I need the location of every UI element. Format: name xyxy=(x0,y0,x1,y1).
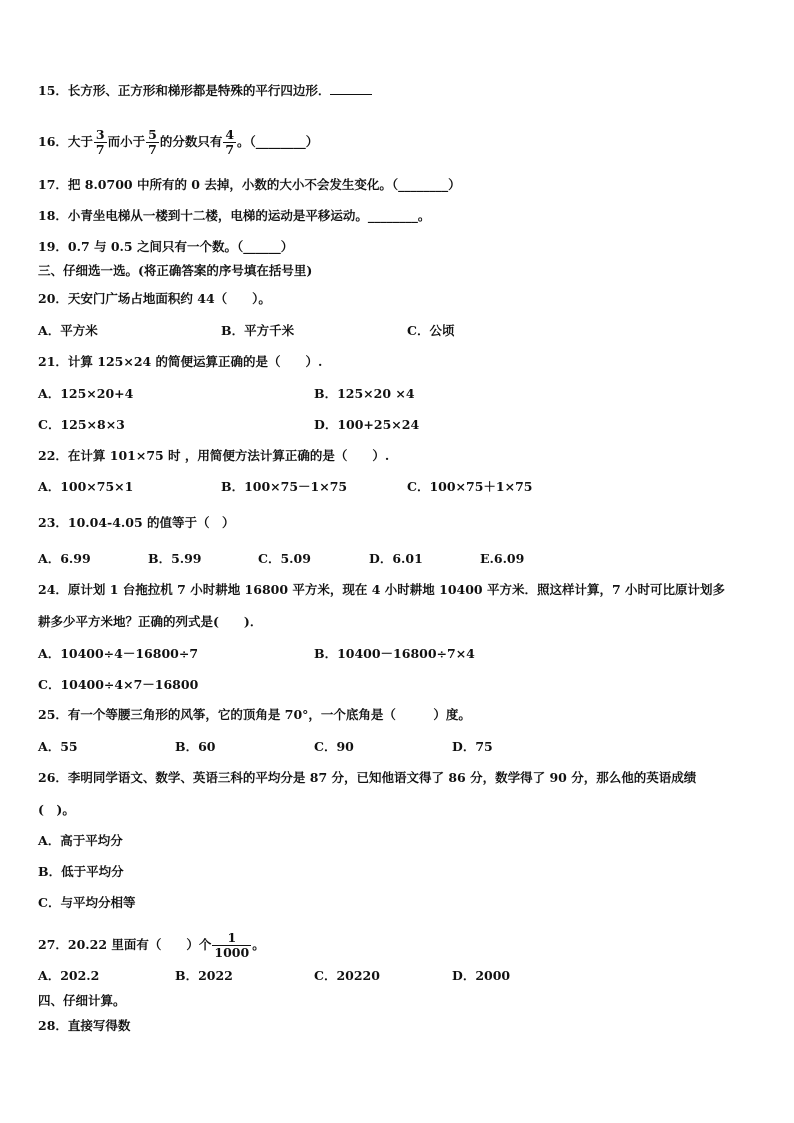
option-22-b[interactable]: B．100×75－1×75 xyxy=(221,479,348,494)
question-23: 23．10.04-4.05 的值等于（ ） xyxy=(38,515,235,530)
question-16 xyxy=(38,128,318,157)
question-16-pre: 16．大于 xyxy=(38,134,93,149)
question-15 xyxy=(38,83,372,99)
option-26-b[interactable]: B．低于平均分 xyxy=(38,864,124,879)
fraction-denominator: 1000 xyxy=(214,945,250,960)
fraction-numerator: 5 xyxy=(148,127,157,142)
option-27-a[interactable]: A．202.2 xyxy=(38,968,100,983)
fraction-5-7 xyxy=(146,128,159,157)
fraction-3-7 xyxy=(94,128,107,157)
option-26-a[interactable]: A．高于平均分 xyxy=(38,833,123,848)
option-22-c[interactable]: C．100×75＋1×75 xyxy=(407,479,533,494)
option-20-a[interactable]: A．平方米 xyxy=(38,323,98,338)
question-24-line1: 24．原计划 1 台拖拉机 7 小时耕地 16800 平方米，现在 4 小时耕地 10400 平方米．照这样计算，7 小时可比原计划多 xyxy=(38,582,726,597)
option-26-c[interactable]: C．与平均分相等 xyxy=(38,895,136,910)
option-21-b[interactable]: B．125×20 ×4 xyxy=(314,386,415,401)
option-20-c[interactable]: C．公顷 xyxy=(407,323,455,338)
fraction-denominator: 7 xyxy=(148,142,157,157)
fraction-numerator: 1 xyxy=(212,931,251,946)
option-27-b[interactable]: B．2022 xyxy=(175,968,233,983)
option-21-a[interactable]: A．125×20+4 xyxy=(38,386,134,401)
question-19: 19．0.7 与 0.5 之间只有一个数。（______） xyxy=(38,239,294,254)
question-21: 21．计算 125×24 的简便运算正确的是（ ）. xyxy=(38,354,323,369)
fraction-denominator: 7 xyxy=(95,142,105,157)
option-25-b[interactable]: B．60 xyxy=(175,739,216,754)
fraction-numerator: 3 xyxy=(95,127,105,142)
option-25-a[interactable]: A．55 xyxy=(38,739,78,754)
question-18: 18．小青坐电梯从一楼到十二楼，电梯的运动是平移运动。________。 xyxy=(38,208,431,223)
option-23-b[interactable]: B．5.99 xyxy=(148,551,202,566)
option-25-d[interactable]: D．75 xyxy=(452,739,493,754)
question-16-mid1: 而小于 xyxy=(107,134,146,149)
option-23-d[interactable]: D．6.01 xyxy=(369,551,423,566)
fraction-numerator: 4 xyxy=(225,127,235,142)
option-24-c[interactable]: C．10400÷4×7－16800 xyxy=(38,677,199,692)
option-25-c[interactable]: C．90 xyxy=(314,739,354,754)
question-16-mid2: 的分数只有 xyxy=(159,134,223,149)
question-27-pre: 27．20.22 里面有（ ）个 xyxy=(38,937,212,952)
question-28: 28．直接写得数 xyxy=(38,1018,131,1033)
option-27-d[interactable]: D．2000 xyxy=(452,968,511,983)
question-25: 25．有一个等腰三角形的风筝，它的顶角是 70°，一个底角是（ ）度。 xyxy=(38,707,471,722)
option-24-b[interactable]: B．10400－16800÷7×4 xyxy=(314,646,475,661)
option-23-e[interactable]: E.6.09 xyxy=(480,551,525,566)
section-3-heading: 三、仔细选一选。(将正确答案的序号填在括号里) xyxy=(38,263,313,278)
fraction-denominator: 7 xyxy=(225,142,235,157)
option-22-a[interactable]: A．100×75×1 xyxy=(38,479,134,494)
option-20-b[interactable]: B．平方千米 xyxy=(221,323,295,338)
question-27-post: 。 xyxy=(252,937,265,952)
question-22: 22．在计算 101×75 时 ，用简便方法计算正确的是（ ）. xyxy=(38,448,390,463)
answer-blank-15[interactable] xyxy=(330,94,372,95)
option-21-d[interactable]: D．100+25×24 xyxy=(314,417,420,432)
question-20: 20．天安门广场占地面积约 44（ ）。 xyxy=(38,291,271,306)
question-17: 17．把 8.0700 中所有的 0 去掉，小数的大小不会发生变化。（________） xyxy=(38,177,461,192)
question-27 xyxy=(38,931,265,960)
option-23-a[interactable]: A．6.99 xyxy=(38,551,91,566)
question-15-text: 15．长方形、正方形和梯形都是特殊的平行四边形． xyxy=(38,83,331,98)
option-24-a[interactable]: A．10400÷4－16800÷7 xyxy=(38,646,199,661)
option-27-c[interactable]: C．20220 xyxy=(314,968,380,983)
question-26-line1: 26．李明同学语文、数学、英语三科的平均分是 87 分，已知他语文得了 86 分，数学得了 90 分，那么他的英语成绩 xyxy=(38,770,697,785)
question-24-line2: 耕多少平方米地？正确的列式是( )． xyxy=(38,614,263,629)
question-26-line2: ( )。 xyxy=(38,802,75,817)
option-23-c[interactable]: C．5.09 xyxy=(258,551,311,566)
fraction-1-1000 xyxy=(212,931,251,960)
option-21-c[interactable]: C．125×8×3 xyxy=(38,417,125,432)
question-16-post: 。（________） xyxy=(237,134,319,149)
section-4-heading: 四、仔细计算。 xyxy=(38,993,126,1008)
fraction-4-7 xyxy=(223,128,236,157)
